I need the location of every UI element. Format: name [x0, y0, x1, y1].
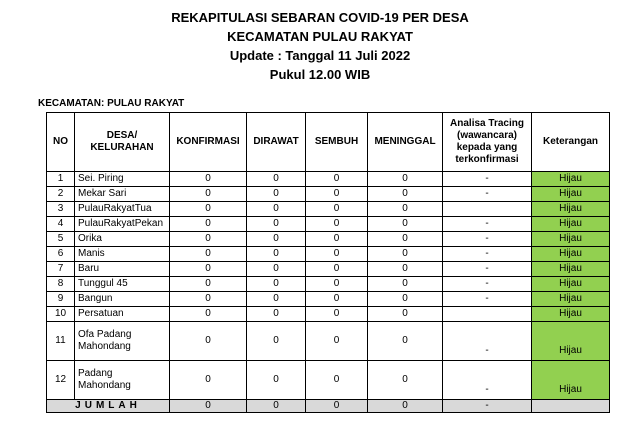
row-desa: Baru [75, 262, 170, 277]
row-dirawat: 0 [247, 307, 306, 322]
row-konfirmasi: 0 [170, 292, 247, 307]
row-no: 11 [47, 322, 75, 361]
row-desa: Persatuan [75, 307, 170, 322]
row-analisa: - [443, 322, 532, 361]
table-row [47, 202, 610, 217]
row-sembuh: 0 [306, 247, 368, 262]
row-sembuh: 0 [306, 292, 368, 307]
covid-table [46, 112, 610, 413]
row-dirawat: 0 [247, 361, 306, 400]
table-row [47, 187, 610, 202]
row-no: 6 [47, 247, 75, 262]
row-analisa [443, 307, 532, 322]
report-title: REKAPITULASI SEBARAN COVID-19 PER DESA [171, 10, 469, 25]
total-label: JUMLAH [47, 400, 170, 413]
row-desa: Sei. Piring [75, 172, 170, 187]
row-keterangan: Hijau [532, 247, 610, 262]
row-dirawat: 0 [247, 217, 306, 232]
col-header-no: NO [47, 113, 75, 172]
row-meninggal: 0 [368, 307, 443, 322]
row-keterangan: Hijau [532, 322, 610, 361]
row-dirawat: 0 [247, 322, 306, 361]
table-row [47, 322, 610, 361]
row-konfirmasi: 0 [170, 202, 247, 217]
row-keterangan: Hijau [532, 292, 610, 307]
total-meninggal: 0 [368, 400, 443, 413]
row-no: 5 [47, 232, 75, 247]
row-dirawat: 0 [247, 187, 306, 202]
row-dirawat: 0 [247, 172, 306, 187]
total-konfirmasi: 0 [170, 400, 247, 413]
col-header-meninggal: MENINGGAL [368, 113, 443, 172]
col-header-analisa: Analisa Tracing (wawancara) kepada yang terkonfirmasi [443, 113, 532, 172]
row-no: 12 [47, 361, 75, 400]
row-no: 1 [47, 172, 75, 187]
row-keterangan: Hijau [532, 187, 610, 202]
table-row [47, 277, 610, 292]
col-header-dirawat: DIRAWAT [247, 113, 306, 172]
row-sembuh: 0 [306, 307, 368, 322]
row-desa: Manis [75, 247, 170, 262]
row-dirawat: 0 [247, 232, 306, 247]
row-keterangan: Hijau [532, 262, 610, 277]
row-meninggal: 0 [368, 247, 443, 262]
row-meninggal: 0 [368, 202, 443, 217]
row-analisa: - [443, 172, 532, 187]
row-analisa: - [443, 247, 532, 262]
row-analisa: - [443, 292, 532, 307]
row-analisa: - [443, 262, 532, 277]
row-analisa: - [443, 361, 532, 400]
row-sembuh: 0 [306, 361, 368, 400]
row-no: 7 [47, 262, 75, 277]
row-konfirmasi: 0 [170, 232, 247, 247]
table-row [47, 172, 610, 187]
row-konfirmasi: 0 [170, 187, 247, 202]
table-row [47, 262, 610, 277]
row-desa: PulauRakyatPekan [75, 217, 170, 232]
update-date: Update : Tanggal 11 Juli 2022 [229, 48, 411, 63]
row-keterangan: Hijau [532, 232, 610, 247]
row-sembuh: 0 [306, 187, 368, 202]
total-analisa: - [443, 400, 532, 413]
row-no: 10 [47, 307, 75, 322]
total-dirawat: 0 [247, 400, 306, 413]
table-row [47, 361, 610, 400]
row-desa: Padang Mahondang [75, 361, 170, 400]
table-row [47, 292, 610, 307]
total-sembuh: 0 [306, 400, 368, 413]
row-dirawat: 0 [247, 292, 306, 307]
row-analisa: - [443, 232, 532, 247]
row-keterangan: Hijau [532, 202, 610, 217]
row-desa: Ofa Padang Mahondang [75, 322, 170, 361]
row-no: 8 [47, 277, 75, 292]
report-header [0, 8, 640, 84]
row-meninggal: 0 [368, 217, 443, 232]
row-analisa: - [443, 217, 532, 232]
row-analisa: - [443, 277, 532, 292]
row-meninggal: 0 [368, 292, 443, 307]
row-meninggal: 0 [368, 262, 443, 277]
row-no: 2 [47, 187, 75, 202]
row-konfirmasi: 0 [170, 322, 247, 361]
row-keterangan: Hijau [532, 217, 610, 232]
col-header-konfirmasi: KONFIRMASI [170, 113, 247, 172]
row-no: 4 [47, 217, 75, 232]
kecamatan-label: KECAMATAN: PULAU RAKYAT [38, 98, 185, 109]
row-dirawat: 0 [247, 247, 306, 262]
row-meninggal: 0 [368, 322, 443, 361]
col-header-sembuh: SEMBUH [306, 113, 368, 172]
row-keterangan: Hijau [532, 361, 610, 400]
row-desa: PulauRakyatTua [75, 202, 170, 217]
table-row [47, 307, 610, 322]
row-sembuh: 0 [306, 262, 368, 277]
row-konfirmasi: 0 [170, 262, 247, 277]
row-meninggal: 0 [368, 172, 443, 187]
row-konfirmasi: 0 [170, 361, 247, 400]
row-dirawat: 0 [247, 202, 306, 217]
row-konfirmasi: 0 [170, 217, 247, 232]
table-row [47, 217, 610, 232]
row-konfirmasi: 0 [170, 172, 247, 187]
update-time: Pukul 12.00 WIB [269, 67, 371, 82]
row-analisa [443, 202, 532, 217]
row-desa: Tunggul 45 [75, 277, 170, 292]
row-sembuh: 0 [306, 232, 368, 247]
total-ket [532, 400, 610, 413]
row-no: 9 [47, 292, 75, 307]
row-keterangan: Hijau [532, 277, 610, 292]
row-sembuh: 0 [306, 322, 368, 361]
row-konfirmasi: 0 [170, 307, 247, 322]
row-meninggal: 0 [368, 277, 443, 292]
col-header-desa: DESA/ KELURAHAN [75, 113, 170, 172]
row-sembuh: 0 [306, 202, 368, 217]
row-no: 3 [47, 202, 75, 217]
row-meninggal: 0 [368, 232, 443, 247]
row-dirawat: 0 [247, 262, 306, 277]
row-konfirmasi: 0 [170, 247, 247, 262]
report-subtitle: KECAMATAN PULAU RAKYAT [227, 29, 413, 44]
col-header-keterangan: Keterangan [532, 113, 610, 172]
row-meninggal: 0 [368, 361, 443, 400]
row-desa: Mekar Sari [75, 187, 170, 202]
row-sembuh: 0 [306, 172, 368, 187]
row-analisa: - [443, 187, 532, 202]
row-keterangan: Hijau [532, 307, 610, 322]
row-desa: Bangun [75, 292, 170, 307]
row-konfirmasi: 0 [170, 277, 247, 292]
table-header-row [47, 113, 610, 172]
row-dirawat: 0 [247, 277, 306, 292]
row-desa: Orika [75, 232, 170, 247]
total-row [47, 400, 610, 413]
row-sembuh: 0 [306, 277, 368, 292]
table-row [47, 247, 610, 262]
row-sembuh: 0 [306, 217, 368, 232]
table-row [47, 232, 610, 247]
row-meninggal: 0 [368, 187, 443, 202]
row-keterangan: Hijau [532, 172, 610, 187]
